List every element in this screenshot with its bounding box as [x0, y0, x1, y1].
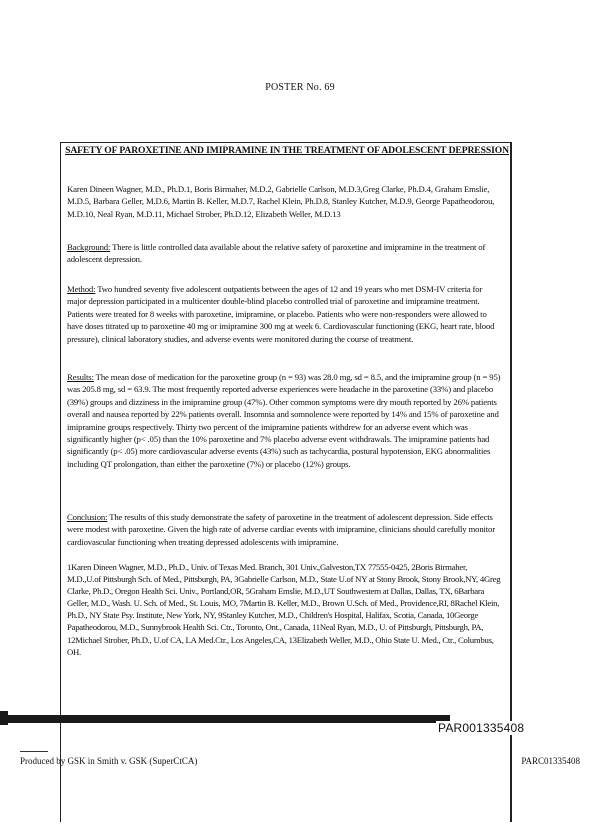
- background-text: There is little controlled data available about the relative safety of paroxetine and imipramine in the treatment of adolescent depression.: [67, 242, 486, 265]
- background-label: Background:: [67, 242, 111, 252]
- conclusion-text: The results of this study demonstrate the safety of paroxetine in the treatment of adolescent depression. Side effects were modest with paroxetine. Given the high rate of adverse cardiac events with imipramine, clinicians should carefully monitor cardiovascular functioning when treating depressed adolescents with imipramine.: [67, 512, 495, 547]
- conclusion-section: [67, 511, 503, 548]
- redaction-bar: [8, 715, 450, 723]
- conclusion-label: Conclusion:: [67, 512, 108, 522]
- footer-produced-by: Produced by GSK in Smith v. GSK (SuperCtCA): [20, 756, 198, 766]
- redaction-mark: [0, 711, 8, 725]
- bates-stamp: PAR001335408: [438, 721, 525, 735]
- abstract-title: SAFETY OF PAROXETINE AND IMIPRAMINE IN THE TREATMENT OF ADOLESCENT DEPRESSION: [65, 145, 509, 156]
- results-text: The mean dose of medication for the paroxetine group (n = 93) was 28.0 mg, sd = 8.5, and the imipramine group (n = 95) was 205.8 mg, sd = 63.9. The most frequently reported adverse experiences were headache in the paroxetine (33%) and placebo (39%) groups and dizziness in the imipramine group (47%). Other common symptoms were dry mouth reported by 26% patients overall and nausea reported by 22% patients overall. Insomnia and somnolence were reported by 14% and 15% of paroxetine and imipramine groups respectively. Thirty two percent of the imipramine patients withdrew for an adverse event which was significantly higher (p< .05) than the 10% paroxetine and 7% placebo adverse event withdrawals. The imipramine patients had significantly (p< .05) more cardiovascular adverse events (43%) such as tachycardia, postural hypotension, EKG abnormalities including QT prolongation, than either the paroxetine (7%) or placebo (12%) groups.: [67, 372, 501, 469]
- method-label: Method:: [67, 284, 96, 294]
- method-text: Two hundred seventy five adolescent outpatients between the ages of 12 and 19 years who met DSM-IV criteria for major depression participated in a multicenter double-blind placebo controlled trial of paroxetine and imipramine treatment. Patients were treated for 8 weeks with paroxetine, imipramine, or placebo. Patients who were non-responders were allowed to have doses titrated up to paroxetine 40 mg or imipramine 300 mg at week 6. Cardiovascular functioning (EKG, heart rate, blood pressure), clinical laboratory studies, and adverse events were monitored during the course of treatment.: [67, 284, 495, 344]
- method-section: [67, 283, 503, 345]
- footer-bates-number: PARC01335408: [521, 756, 580, 766]
- results-label: Results:: [67, 372, 94, 382]
- author-list: [67, 183, 503, 220]
- footer-divider: [20, 751, 48, 752]
- results-section: [67, 371, 503, 470]
- poster-number: POSTER No. 69: [265, 82, 335, 93]
- authors-text: Karen Dineen Wagner, M.D., Ph.D.1, Boris Birmaher, M.D.2, Gabrielle Carlson, M.D.3,Greg Clarke, Ph.D.4, Graham Emslie, M.D.5, Barbara Geller, M.D.6, Martin B. Keller, M.D.7, Rachel Klein, Ph.D.8, Stanley Kutcher, M.D.9, George Papatheodorou, M.D.10, Neal Ryan, M.D.11, Michael Strober, Ph.D.12, Elizabeth Weller, M.D.13: [67, 184, 495, 219]
- affiliations-section: [67, 561, 503, 658]
- affiliations-text: 1Karen Dineen Wagner, M.D., Ph.D., Univ. of Texas Med. Branch, 301 Univ.,Galveston,TX 77555-0425, 2Boris Birmaher, M.D.,U.of Pittsburgh Sch. of Med., Pittsburgh, PA, 3Gabrielle Carlson, M.D., State U.of NY at Stony Brook, Stony Brook,NY, 4Greg Clarke, Ph.D., Oregon Health Sci. Univ., Portland,OR, 5Graham Emslie, M.D.,UT Southwestern at Dallas, Dallas, TX, 6Barbara Geller, M.D., Wash. U. Sch. of Med., St. Louis, MO, 7Martin B. Keller, M.D., Brown U.Sch. of Med., Providence,RI, 8Rachel Klein, Ph.D., NY State Psy. Institute, New York, NY, 9Stanley Kutcher, M.D., Children's Hospital, Halifax, Scotia, Canada, 10George Papatheodorou, M.D., Sunnybrook Health Sci. Ctr., Toronto, Ont., Canada, 11Neal Ryan, M.D., U. of Pittsburgh, Pittsburgh, PA, 12Michael Strober, Ph.D., U.of CA, LA Med.Ctr., Los Angeles,CA, 13Elizabeth Weller, M.D., Ohio State U. Med., Ctr., Columbus, OH.: [67, 562, 501, 657]
- background-section: [67, 241, 503, 266]
